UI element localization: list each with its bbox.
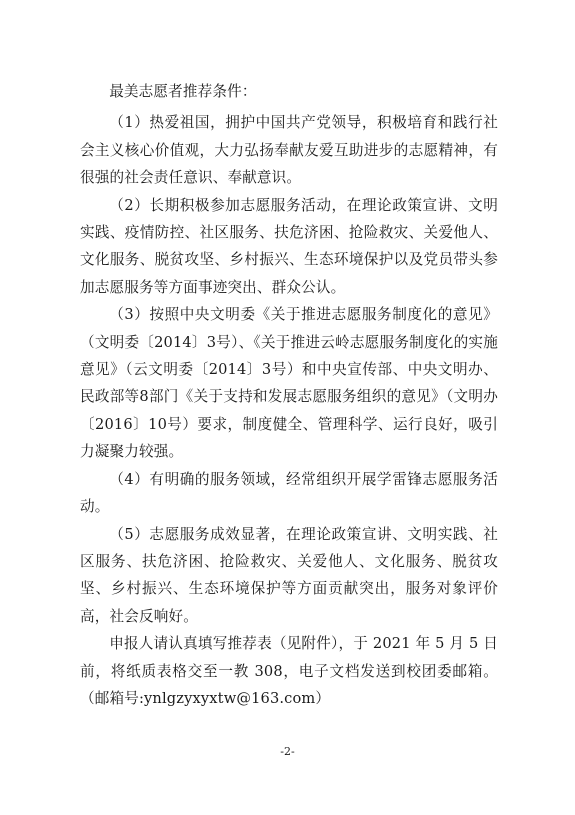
paragraph-condition-3: （3）按照中央文明委《关于推进志愿服务制度化的意见》（文明委〔2014〕3号）、《关于推进云岭志愿服务制度化的实施意见》（云文明委〔2014〕3号）和中央宣传部、中央文明办、民政部等8部门《关于支持和发展志愿服务组织的意见》（文明办〔2016〕10号）要求，制度健全、管理科学、运行良好，吸引力凝聚力较强。 [80, 306, 498, 461]
paragraph-condition-1: （1）热爱祖国，拥护中国共产党领导，积极培育和践行社会主义核心价值观，大力弘扬奉献友爱互助进步的志愿精神，有很强的社会责任意识、奉献意识。 [80, 114, 498, 187]
paragraph-condition-2: （2）长期积极参加志愿服务活动，在理论政策宣讲、文明实践、疫情防控、社区服务、扶危济困、抢险救灾、关爱他人、文化服务、脱贫攻坚、乡村振兴、生态环境保护以及党员带头参加志愿服务等方面事迹突出、群众公认。 [80, 196, 498, 296]
page-number: -2- [280, 745, 295, 758]
document-body [80, 78, 498, 712]
paragraph-condition-4: （4）有明确的服务领域，经常组织开展学雷锋志愿服务活动。 [80, 470, 498, 516]
paragraph-submission-instructions: 申报人请认真填写推荐表（见附件），于 2021 年 5 月 5 日前，将纸质表格交至一教 308，电子文档发送到校团委邮箱。（邮箱号:ynlgzyxyxtw@163.com） [80, 635, 498, 707]
section-heading: 最美志愿者推荐条件： [109, 83, 257, 100]
paragraph-condition-5: （5）志愿服务成效显著，在理论政策宣讲、文明实践、社区服务、扶危济困、抢险救灾、关爱他人、文化服务、脱贫攻坚、乡村振兴、生态环境保护等方面贡献突出，服务对象评价高，社会反响好。 [80, 525, 498, 625]
